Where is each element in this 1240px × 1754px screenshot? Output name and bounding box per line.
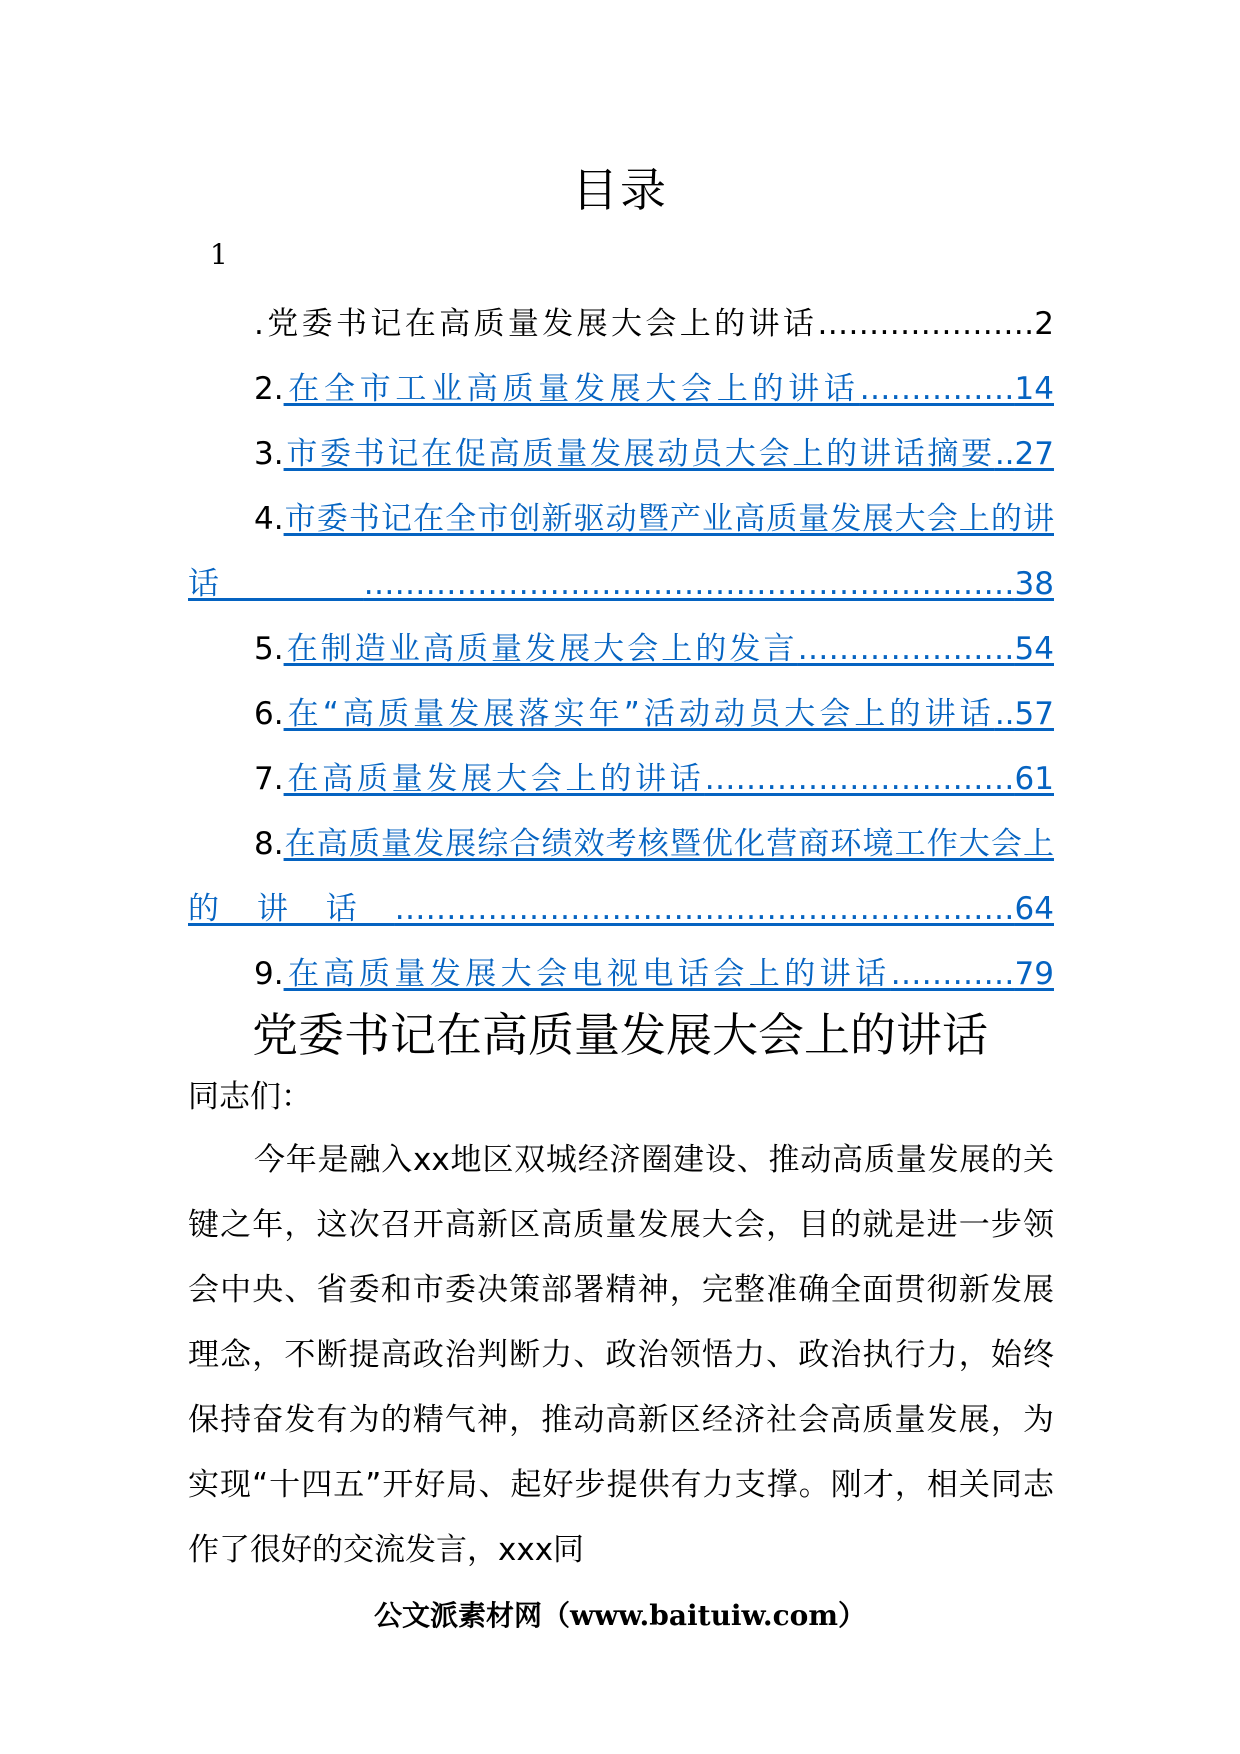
toc-item-title: 党委书记在高质量发展大会上的讲话 (263, 306, 818, 342)
table-of-contents (188, 292, 1054, 1007)
toc-item-number: 7. (254, 761, 284, 797)
toc-item-number: . (254, 306, 264, 342)
toc-item-8 (188, 812, 1054, 942)
document-title: 党委书记在高质量发展大会上的讲话 (252, 1008, 988, 1062)
toc-item-leader: ……………………………………………………… (363, 566, 1015, 602)
toc-item-leader: …………………………………………………… (394, 891, 1015, 927)
toc-item-title: 市委书记在全市创新驱动暨产业高质量发展大会上的讲话 (188, 501, 1054, 602)
footer-watermark: 公文派素材网（www.baituiw.com） (374, 1599, 866, 1632)
toc-item-page: 57 (1014, 696, 1054, 732)
toc-link-4[interactable] (188, 501, 1054, 602)
toc-link-9[interactable] (284, 956, 1054, 992)
toc-item-number: 3. (254, 436, 284, 472)
toc-item-leader: ………………………… (704, 761, 1015, 797)
toc-item-number: 8. (254, 826, 284, 862)
toc-link-8[interactable] (188, 826, 1054, 927)
toc-item-number: 9. (254, 956, 284, 992)
toc-item-7 (188, 747, 1054, 812)
toc-item-page: 14 (1014, 371, 1054, 407)
toc-item-5 (188, 617, 1054, 682)
toc-link-7[interactable] (284, 761, 1054, 797)
toc-item-3 (188, 422, 1054, 487)
toc-item-title: 在高质量发展大会上的讲话 (283, 761, 705, 797)
toc-item-6 (188, 682, 1054, 747)
toc-link-3[interactable] (284, 436, 1054, 472)
toc-title: 目录 (572, 163, 668, 217)
toc-link-5[interactable] (284, 631, 1054, 667)
toc-item-leader: ………………… (797, 631, 1015, 667)
toc-item-number: 2. (254, 371, 284, 407)
toc-item-leader: …………… (859, 371, 1015, 407)
toc-item-title: 市委书记在促高质量发展动员大会上的讲话摘要 (283, 436, 995, 472)
toc-item-leader: .. (994, 696, 1015, 732)
toc-item-number: 4. (254, 501, 284, 537)
toc-item-leader: ………… (890, 956, 1015, 992)
toc-item-page: 27 (1014, 436, 1054, 472)
toc-item-number: 5. (254, 631, 284, 667)
body-paragraph: 今年是融入xx地区双城经济圈建设、推动高质量发展的关键之年，这次召开高新区高质量发展大会，目的就是进一步领会中央、省委和市委决策部署精神，完整准确全面贯彻新发展理念，不断提高政治判断力、政治领悟力、政治执行力，始终保持奋发有为的精气神，推动高新区经济社会高质量发展，为实现“十四五”开好局、起好步提供有力支撑。刚才，相关同志作了很好的交流发言，xxx同 (188, 1142, 1054, 1568)
toc-item-number: 6. (254, 696, 284, 732)
toc-item-page: 79 (1014, 956, 1054, 992)
toc-link-2[interactable] (284, 371, 1054, 407)
toc-link-6[interactable] (284, 696, 1054, 732)
toc-item-title: 在全市工业高质量发展大会上的讲话 (283, 371, 860, 407)
toc-item-4 (188, 487, 1054, 617)
toc-item-title: 在高质量发展大会电视电话会上的讲话 (283, 956, 891, 992)
toc-item-page: 64 (1014, 891, 1054, 927)
toc-item-leader: ………………… (817, 306, 1035, 342)
toc-marker: 1 (210, 238, 228, 271)
toc-item-page: 61 (1014, 761, 1054, 797)
toc-item-2 (188, 357, 1054, 422)
toc-item-title: 在制造业高质量发展大会上的发言 (283, 631, 798, 667)
toc-item-1[interactable] (188, 292, 1054, 357)
toc-item-9 (188, 942, 1054, 1007)
toc-item-leader: .. (994, 436, 1015, 472)
toc-item-title: 在高质量发展综合绩效考核暨优化营商环境工作大会上的讲话 (188, 826, 1054, 927)
toc-item-page: 2 (1034, 306, 1054, 342)
toc-item-page: 54 (1014, 631, 1054, 667)
toc-item-page: 38 (1014, 566, 1054, 602)
salutation: 同志们： (188, 1079, 312, 1115)
toc-item-title: 在“高质量发展落实年”活动动员大会上的讲话 (283, 696, 995, 732)
